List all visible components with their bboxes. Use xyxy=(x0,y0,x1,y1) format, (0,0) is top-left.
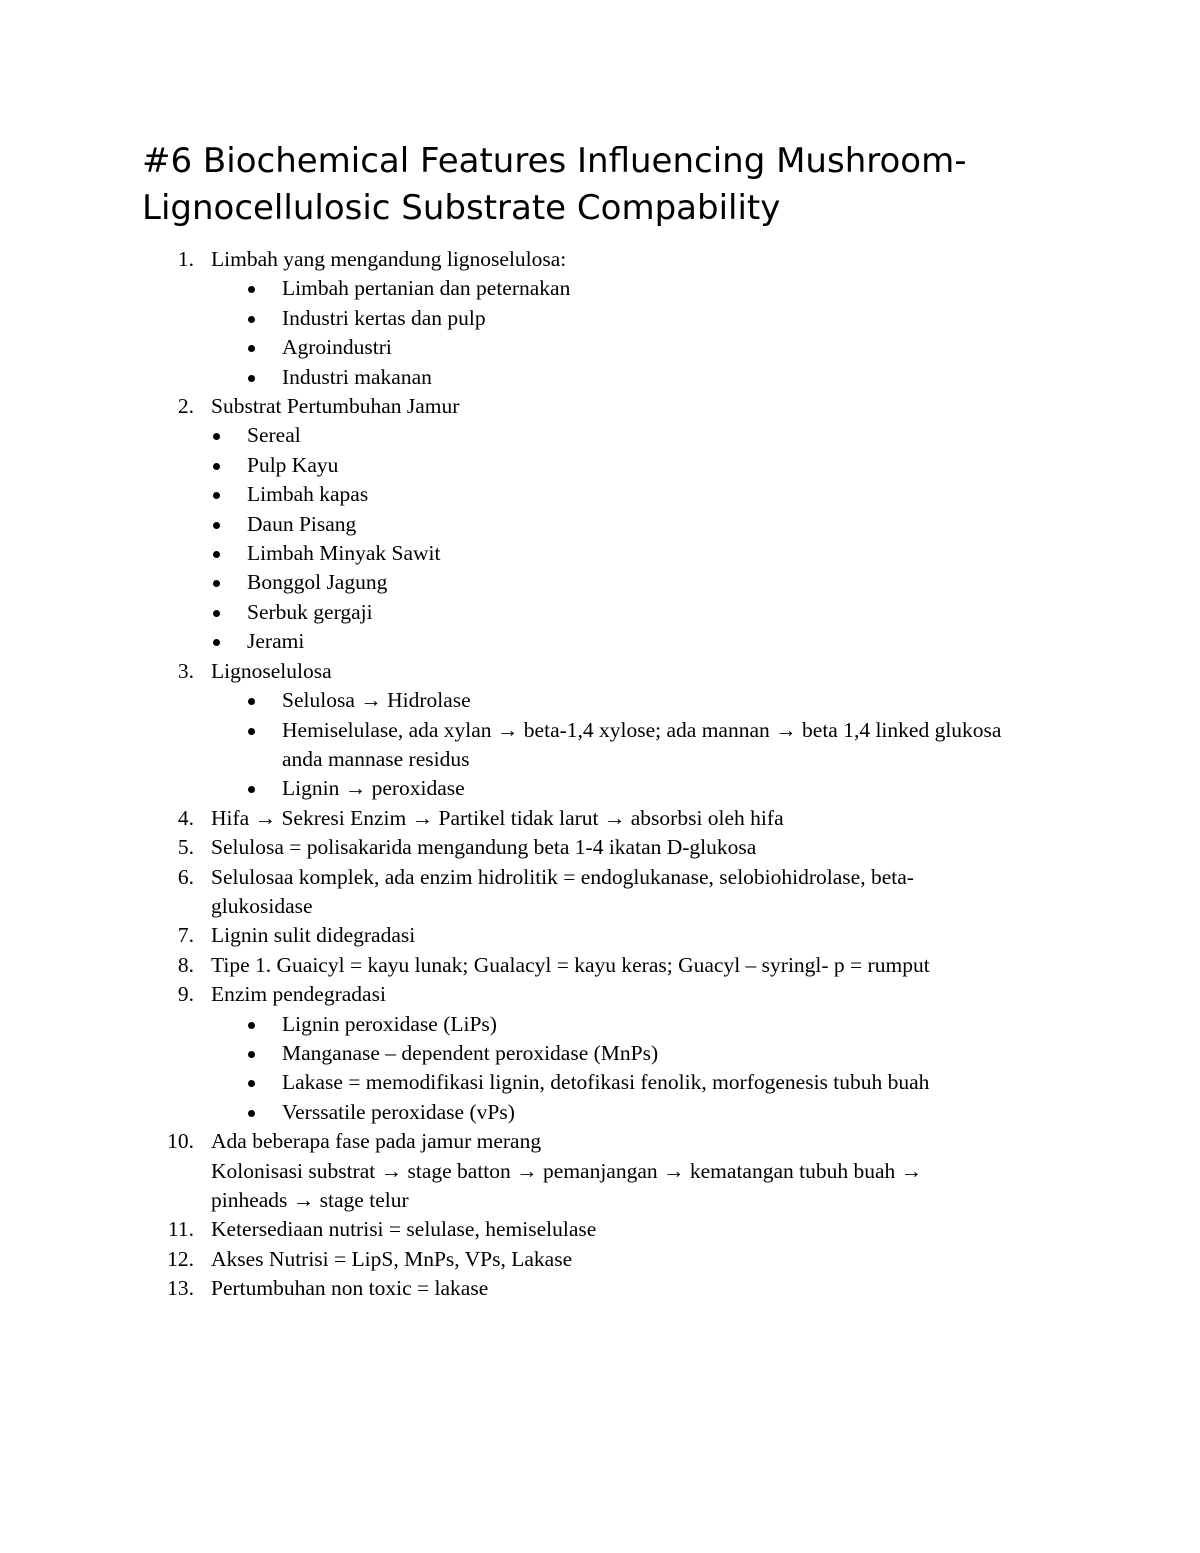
bullet-icon xyxy=(213,639,220,646)
bullet-icon xyxy=(213,492,220,499)
item-text: Limbah yang mengandung lignoselulosa: xyxy=(211,247,567,271)
list-item-4 xyxy=(0,804,1011,833)
bullet-item: Serbuk gergaji xyxy=(0,598,967,627)
item-text: Ada beberapa fase pada jamur merang xyxy=(211,1129,542,1154)
list-item-12 xyxy=(0,1245,1011,1274)
bullet-item: Limbah pertanian dan peternakan xyxy=(0,274,1002,303)
bullet-icon xyxy=(248,786,255,793)
item-text: Hifa → Sekresi Enzim → Partikel tidak larut → absorbsi oleh hifa xyxy=(211,805,784,830)
bullet-item: Lignin → peroxidase xyxy=(0,774,1002,803)
bullet-icon xyxy=(213,610,220,617)
item-text: Substrat Pertumbuhan Jamur xyxy=(211,394,460,419)
bullet-icon xyxy=(248,345,255,352)
bullet-icon xyxy=(213,522,220,529)
bullet-icon xyxy=(248,1110,255,1117)
list-item-6 xyxy=(0,863,986,922)
list-item-11 xyxy=(0,1215,1011,1244)
item-number: 13. xyxy=(167,1276,194,1301)
item-text: Tipe 1. Guaicyl = kayu lunak; Gualacyl = kayu keras; Guacyl – syringl- p = rumput xyxy=(211,952,930,977)
bullet-icon xyxy=(248,728,255,735)
item-text: Lignoselulosa xyxy=(211,658,332,683)
bullet-icon xyxy=(248,286,255,293)
bullet-icon xyxy=(248,316,255,323)
bullet-icon xyxy=(248,1080,255,1087)
item-text: Selulosaa komplek, ada enzim hidrolitik = endoglukanase, selobiohidrolase, beta-glukosidase xyxy=(211,864,914,918)
item-text: Pertumbuhan non toxic = lakase xyxy=(211,1276,489,1301)
list-item-3 xyxy=(0,657,1011,686)
bullet-item: Daun Pisang xyxy=(0,510,967,539)
bullet-item: Lignin peroxidase (LiPs) xyxy=(0,1010,1002,1039)
bullet-item: Bonggol Jagung xyxy=(0,568,967,597)
list-item-1 xyxy=(0,245,1011,274)
bullet-icon xyxy=(248,698,255,705)
list-item-2 xyxy=(0,392,1011,421)
sub-list-3 xyxy=(0,686,1200,804)
bullet-item: Pulp Kayu xyxy=(0,451,967,480)
list-item-5 xyxy=(0,833,1011,862)
item-number: 7. xyxy=(177,923,194,948)
item-text: Lignin sulit didegradasi xyxy=(211,923,416,948)
item-text: Ketersediaan nutrisi = selulase, hemiselulase xyxy=(211,1217,597,1242)
list-item-9 xyxy=(0,980,1011,1009)
page-title: #6 Biochemical Features Influencing Mushroom-Lignocellulosic Substrate Compability xyxy=(142,141,967,228)
bullet-icon xyxy=(248,375,255,382)
bullet-icon xyxy=(213,433,220,440)
list-item-13 xyxy=(0,1274,1011,1303)
bullet-item: Verssatile peroxidase (vPs) xyxy=(0,1098,1002,1127)
list-item-7 xyxy=(0,921,1011,950)
item-text: Selulosa = polisakarida mengandung beta 1-4 ikatan D-glukosa xyxy=(211,835,757,860)
bullet-item: Agroindustri xyxy=(0,333,1002,362)
item-number: 3. xyxy=(177,658,194,683)
item-number: 12. xyxy=(167,1246,194,1271)
item-number: 4. xyxy=(177,805,194,830)
bullet-item: Jerami xyxy=(0,627,967,656)
item-continuation: Kolonisasi substrat → stage batton → pemanjangan → kematangan tubuh buah → pinheads → stage telur xyxy=(211,1158,923,1212)
item-number: 5. xyxy=(177,835,194,860)
bullet-icon xyxy=(213,580,220,587)
bullet-icon xyxy=(248,1022,255,1029)
sub-list-1 xyxy=(0,274,1200,392)
item-number: 9. xyxy=(177,982,194,1007)
bullet-item: Manganase – dependent peroxidase (MnPs) xyxy=(0,1039,1002,1068)
bullet-item: Hemiselulase, ada xylan → beta-1,4 xylose; ada mannan → beta 1,4 linked glukosa anda mannase residus xyxy=(0,716,1002,775)
list-item-8 xyxy=(0,951,1011,980)
item-text: Enzim pendegradasi xyxy=(211,982,386,1007)
bullet-item: Selulosa → Hidrolase xyxy=(0,686,1002,715)
item-number: 10. xyxy=(167,1129,194,1154)
sub-list-2 xyxy=(0,421,1200,656)
bullet-item: Limbah Minyak Sawit xyxy=(0,539,967,568)
numbered-list xyxy=(0,245,1200,1304)
list-item-10 xyxy=(0,1127,1011,1215)
bullet-item: Industri makanan xyxy=(0,363,1002,392)
bullet-item: Sereal xyxy=(0,421,967,450)
bullet-item: Limbah kapas xyxy=(0,480,967,509)
item-number: 11. xyxy=(167,1217,194,1242)
bullet-item: Lakase = memodifikasi lignin, detofikasi fenolik, morfogenesis tubuh buah xyxy=(0,1068,1002,1097)
sub-list-9 xyxy=(0,1010,1200,1128)
bullet-icon xyxy=(213,551,220,558)
bullet-item: Industri kertas dan pulp xyxy=(0,304,1002,333)
bullet-icon xyxy=(213,463,220,470)
item-number: 6. xyxy=(177,864,194,889)
item-number: 1. xyxy=(177,247,194,271)
item-text: Akses Nutrisi = LipS, MnPs, VPs, Lakase xyxy=(211,1246,573,1271)
item-number: 8. xyxy=(177,952,194,977)
bullet-icon xyxy=(248,1051,255,1058)
item-number: 2. xyxy=(177,394,194,419)
